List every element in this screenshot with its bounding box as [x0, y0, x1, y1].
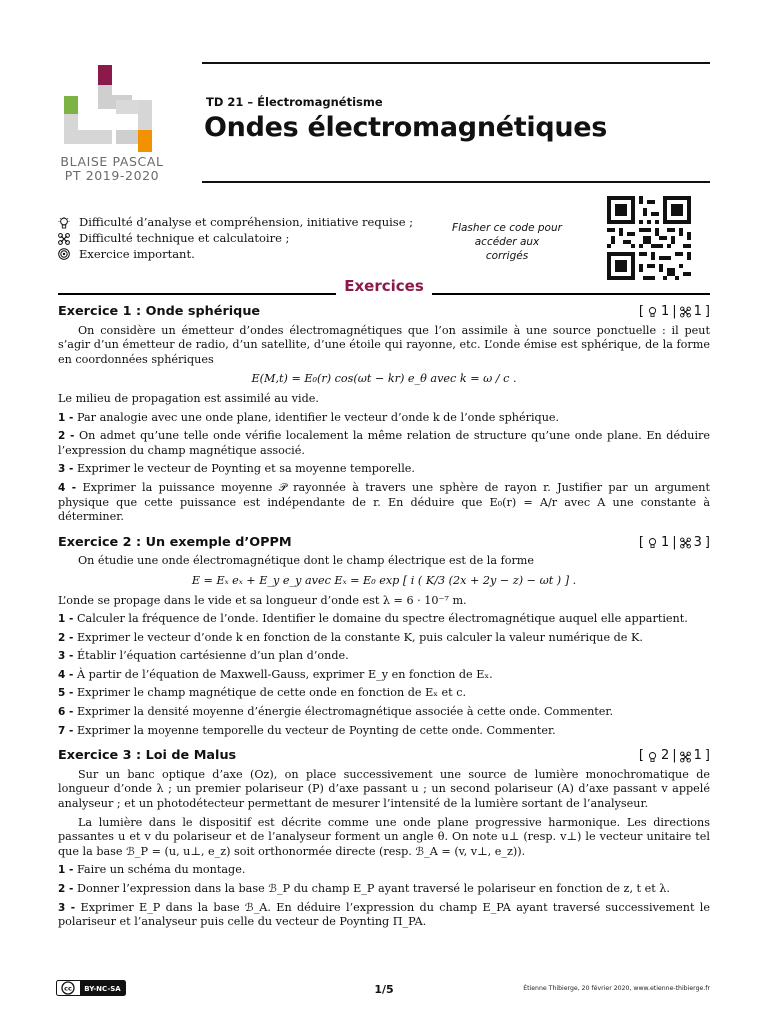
cross-hatch-icon: [680, 751, 691, 763]
qr-code-icon[interactable]: [607, 196, 691, 280]
exercise-3-tech-level: 1: [693, 748, 702, 764]
exercise-2-wavelength: L’onde se propage dans le vide et sa longueur d’onde est λ = 6 · 10⁻⁷ m.: [58, 593, 467, 607]
exercise-2-question-2: 2 - Exprimer le vecteur d’onde k en fonction de la constante K, puis calculer la valeur numérique de K.: [58, 630, 643, 644]
exercise-2-question-7: 7 - Exprimer la moyenne temporelle du vecteur de Poynting de cette onde. Commenter.: [58, 723, 556, 737]
exercise-2-intro: On étudie une onde électromagnétique dont le champ électrique est de la forme: [78, 554, 535, 568]
cross-hatch-icon: [680, 306, 691, 318]
exercise-1-heading: [58, 305, 710, 320]
exercise-2-title: Exercice 2 : Un exemple d’OPPM: [58, 534, 292, 550]
section-title: Exercices: [344, 277, 424, 295]
exercise-2-tech-level: 3: [693, 534, 702, 550]
svg-text:cc: cc: [64, 984, 72, 993]
logo-line-1: BLAISE PASCAL: [60, 154, 164, 169]
lightbulb-icon: [647, 537, 658, 549]
exercise-3-difficulty: [ 2 | 1 ]: [638, 748, 710, 764]
exercise-3-title: Exercice 3 : Loi de Malus: [58, 748, 237, 764]
exercise-3-heading: [58, 749, 710, 764]
exercise-2-question-4: 4 - À partir de l’équation de Maxwell-Gauss, exprimer E_y en fonction de Eₓ.: [58, 667, 493, 681]
cc-license-text: BY-NC-SA: [84, 985, 121, 993]
lightbulb-icon: [647, 306, 658, 318]
exercise-3-question-1: 1 - Faire un schéma du montage.: [58, 863, 246, 877]
exercise-2-question-5: 5 - Exprimer le champ magnétique de cette onde en fonction de Eₓ et c.: [58, 686, 467, 700]
difficulty-legend: [58, 215, 413, 262]
exercise-1-question-3: 3 - Exprimer le vecteur de Poynting et sa moyenne temporelle.: [58, 462, 415, 476]
qr-note: Flasher ce code pour accéder aux corrigés: [452, 222, 562, 262]
exercise-2-equation: E = Eₓ eₓ + E_y e_y avec Eₓ = E₀ exp [ i ( K/3 (2x + 2y − z) − ωt ) ] .: [191, 573, 577, 587]
exercise-2-difficulty: [ 1 | 3 ]: [638, 534, 710, 550]
cross-hatch-icon: [680, 537, 691, 549]
footer-credit: Étienne Thibierge, 20 février 2020, www.etienne-thibierge.fr: [523, 985, 710, 992]
exercise-1-difficulty: [ 1 | 1 ]: [638, 304, 710, 319]
exercise-3-bulb-level: 2: [660, 748, 670, 764]
exercise-2-heading: [58, 536, 710, 551]
lightbulb-icon: [647, 751, 658, 763]
exercise-1-tech-level: 1: [693, 304, 702, 319]
exercise-1-intro: On considère un émetteur d’ondes électromagnétiques que l’on assimile à une source ponctuelle : il peut s’agir d’un émetteur de radio, d’un satellite, d’une étoile qui rayonne, etc. L’onde émise est sphérique, de la forme en coordonnées sphériques: [58, 323, 710, 366]
page-title: Ondes électromagnétiques: [204, 112, 608, 143]
exercise-content: [58, 305, 710, 930]
section-exercices: [58, 277, 710, 299]
target-icon: [58, 248, 70, 260]
exercise-3-setup: Sur un banc optique d’axe (Oz), on place successivement une source de lumière monochromatique de longueur d’onde λ ; un premier polariseur (P) d’axe passant u ; un second polariseur (A) d’axe passant v appelé analyseur ; et un photodétecteur permettant de mesurer l’intensité de la lumière sortant de l’analyseur.: [58, 767, 710, 811]
exercise-1-question-1: 1 - Par analogie avec une onde plane, identifier le vecteur d’onde k de l’onde sphérique.: [58, 410, 560, 424]
page-number: 1/5: [374, 983, 394, 996]
td-label: TD 21 – Électromagnétisme: [206, 95, 383, 109]
exercise-1-question-2: 2 - On admet qu’une telle onde vérifie localement la même relation de structure qu’une onde plane. En déduire l’expression du champ magnétique associé.: [58, 429, 710, 457]
legend-row-analysis: [58, 215, 413, 231]
exercise-2-question-3: 3 - Établir l’équation cartésienne d’un plan d’onde.: [58, 649, 349, 663]
exercise-2-question-1: 1 - Calculer la fréquence de l’onde. Identifier le domaine du spectre électromagnétique auquel elle appartient.: [58, 612, 688, 626]
cross-hatch-icon: [58, 233, 70, 245]
legend-text-important: Exercice important.: [79, 246, 195, 261]
exercise-1-medium: Le milieu de propagation est assimilé au vide.: [58, 391, 319, 405]
exercise-3-description: La lumière dans le dispositif est décrite comme une onde plane progressive harmonique. Les directions passantes u et v du polariseur et de l’analyseur forment un angle θ. On note u⊥ (resp. v⊥) le vecteur unitaire tel que la base ℬ_P = (u, u⊥, e_z) soit orthonormée directe (resp. ℬ_A = (v, v⊥, e_z)).: [58, 815, 710, 858]
exercise-1-bulb-level: 1: [660, 304, 670, 319]
legend-row-technical: [58, 231, 413, 247]
logo-line-2: PT 2019-2020: [64, 168, 160, 183]
exercise-1-title: Exercice 1 : Onde sphérique: [58, 304, 261, 319]
exercise-3-question-2: 2 - Donner l’expression dans la base ℬ_P du champ E_P ayant traversé le polariseur en fonction de z, t et λ.: [58, 882, 670, 895]
logo-caption: [52, 155, 172, 183]
legend-text-analysis: Difficulté d’analyse et compréhension, initiative requise ;: [79, 215, 414, 229]
legend-text-technical: Difficulté technique et calculatoire ;: [79, 230, 290, 245]
section-rule-right: [432, 293, 710, 295]
exercise-2-question-6: 6 - Exprimer la densité moyenne d’énergie électromagnétique associée à cette onde. Commenter.: [58, 705, 614, 719]
exercise-1-question-4: 4 - Exprimer la puissance moyenne 𝒫 rayonnée à travers une sphère de rayon r. Justifier par un argument physique que cette puissance est indépendante de r. En déduire que E₀(r) = A/r avec A une constante à déterminer.: [58, 480, 710, 524]
header-bottom-rule: [202, 181, 710, 183]
exercise-1-equation: E(M,t) = E₀(r) cos(ωt − kr) e_θ avec k = ω / c .: [251, 372, 517, 386]
lightbulb-icon: [58, 217, 70, 229]
exercise-2-bulb-level: 1: [660, 534, 670, 550]
legend-row-important: [58, 247, 413, 263]
header-top-rule: [202, 62, 710, 64]
exercise-3-question-3: 3 - Exprimer E_P dans la base ℬ_A. En déduire l’expression du champ E_PA ayant traversé successivement le polariseur et l’analyseur puis celle du vecteur de Poynting Π_PA.: [58, 900, 710, 929]
